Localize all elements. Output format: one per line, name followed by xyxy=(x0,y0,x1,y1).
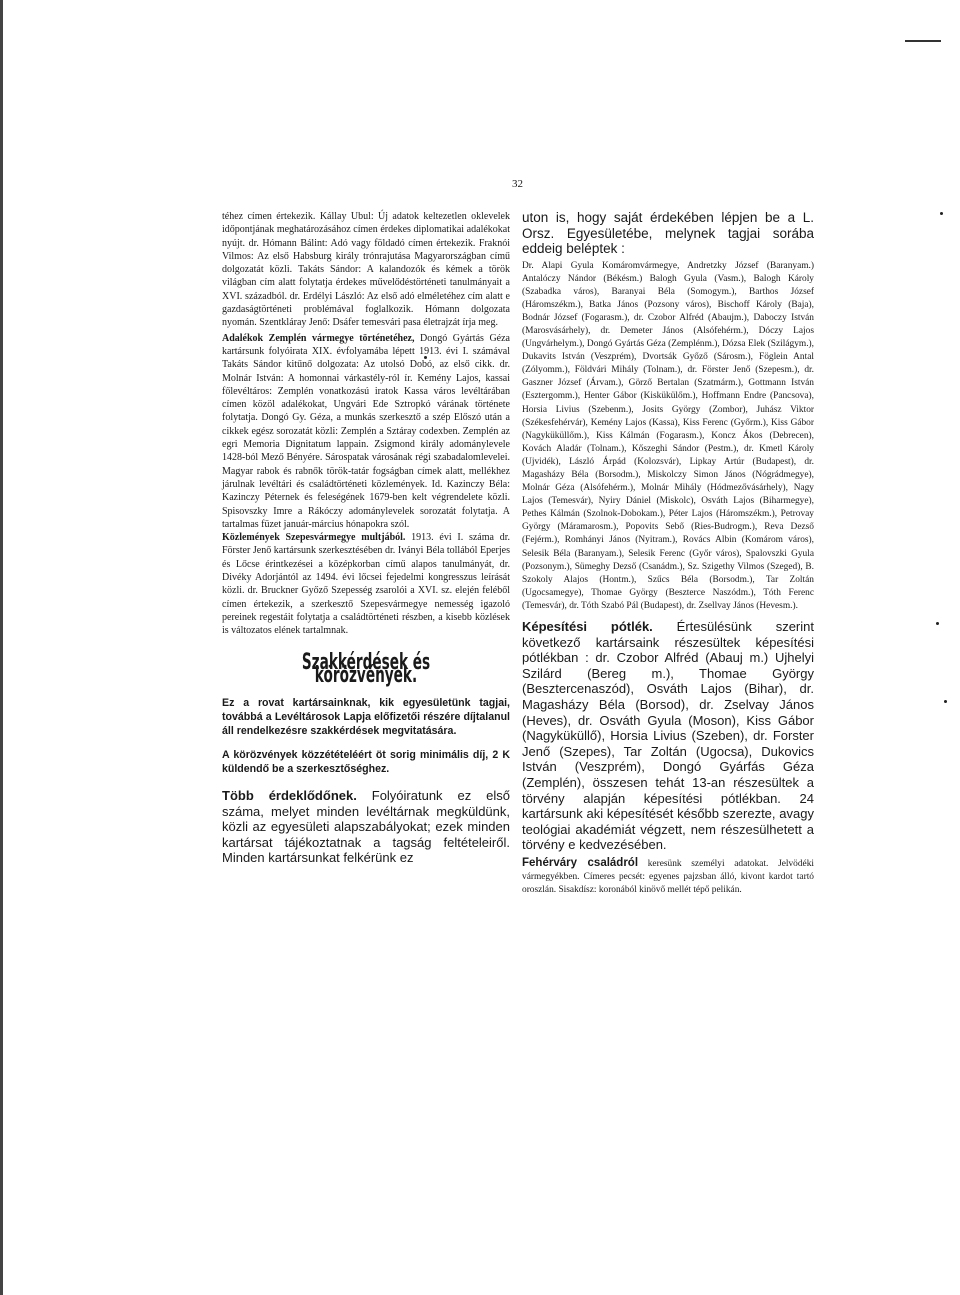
section-heading: Fehérváry családról xyxy=(522,856,639,869)
section-text: 1913. évi I. száma dr. Förster Jenő kartársunk szerkesztésében dr. Iványi Béla tollából Eperjes és Lőcse érintkezései a középkorban című alapos tanulmányát, dr. Divéky Adorjántól az 1494. évi lőcsei fejedelmi kongresszus leírását közli. dr. Bruckner Győző Szepesség zsarolói a XVI. sz. elején feléből címen értekezik, a szerkesztő Szepesvármegye nemesség igazoló pereinek regestáit folytatja a családtörténeti részben, a kisebb közlések is változatos elének tartalmnak. xyxy=(222,532,510,637)
paragraph xyxy=(222,788,510,866)
section-heading: Adalékok Zemplén vármegye történetéhez, xyxy=(222,332,415,344)
paragraph xyxy=(522,619,814,853)
paragraph xyxy=(222,531,510,637)
section-heading: Több érdeklődőnek. xyxy=(222,788,357,804)
section-title: Szakkérdések és körözvények. xyxy=(301,649,431,688)
section-heading: Képesítési pótlék. xyxy=(522,619,653,635)
paragraph: téhez címen értekezik. Kállay Ubul: Új adatok keltezetlen oklevelek időpontjának meghatározásához címen érdekes diplomatikai adalékokat nyújt. dr. Hómann Bálint: Adó vagy földadó címen értekezik. Fraknói Vilmos: Az első Habsburg király trónrajutása Magyarországban című dolgozatát közli. Takáts Sándor: A kalandozók és kémek a török világban cím alatt folytatja érdekes művelődéstörténeti tanulmányait a XVI. századból. dr. Erdélyi László: Az első adó elméletéhez cím alatt e gazdaságtörténeti problémával foglalkozik. Hómann dolgozata nyomán. Szentkláray Jenő: Dsáfer temesvári pasa életrajzát írja meg. xyxy=(222,211,510,329)
scan-edge xyxy=(0,0,3,1295)
page-number: 32 xyxy=(512,178,523,190)
scan-speck xyxy=(944,700,947,703)
right-column xyxy=(522,210,814,897)
section-heading: Közlemények Szepesvármegye multjából. xyxy=(222,532,406,544)
paragraph xyxy=(222,332,510,531)
section-text: Dongó Gyártás Géza kartársunk folyóirata XIX. évfolyamába lépett 1913. évi I. számával Takáts Sándor kitűnő dolgozata: Az utolsó Dobó, az első cikk. dr. Molnár István: A homonnai várkastély-ról ír. Kemény Lajos, kassai főlevéltáros: Zemplén vonatkozású iratok Kassa város levéltárában címen közöl adalékokat, Ungvári Ede Sztropkó várának története folytatja. Dongó Gy. Géza, a munkás szerkesztő a szép Előszó után a cikkek egész sorozatát közli: Zemplén a Sztáray codexben. Zemplén az egri Memoria Dignitatum lappain. Zsigmond király adománylevele 1428-ból Mező Bényére. Sárospatak városának régi szabadalomlevelei. Magyar rabok és rabnők török-tatár fogságban címek alatt, mellékhez járulnak levéltári és családtörténeti közlemények. Id. Kazinczy Béla: Kazinczy Péternek és feleségének 1679-ben kelt végrendelete közli. Spisovszky Imre a Rákóczy adománylevelek sorozatát folytatja. A tartalmas füzet január-március hónapokra szól. xyxy=(222,332,510,530)
scan-mark xyxy=(905,40,941,42)
member-list: Dr. Alapi Gyula Komáromvármegye, Andretzky József (Baranyam.) Antalóczy Nándor (Békésm.) Balogh Gyula (Vasm.), Balogh Károly (Szabadka város), Baranyai Béla (Somogym.), Barthos József (Háromszékm.), Batka János (Pozsony város), Bischoff Károly (Baja), Bodnár József (Fogarasm.), dr. Czobor Alfréd (Abaujm.), Daboczy István (Marosvásárhely), dr. Demeter János (Alsófehérm.), Dóczy Lajos (Ungvárhelym.), Dongó Gyártás Géza (Zemplénm.), Dózsa Elek (Szilágym.), Dukavits István (Veszprém), Dvortsák Győző (Sárosm.), Föglein Antal (Zólyomm.), Földvári Mihály (Tolnam.), dr. Förster Jenő (Szepesm.), dr. Gaszner József (Árvam.), Görző Bertalan (Szatmárm.), Gottmann István (Esztergomm.), Henter Gábor (Kiskükülőm.), Hoffmann Endre (Pancsova), Horsia Livius (Szebenm.), Josits György (Zombor), Juhász Viktor (Székesfehérvár), Kemény Lajos (Kassa), Kiss Ferenc (Győrm.), Kiss Gábor (Nagyküküllőm.), Kiss Kálmán (Fogarasm.), Koncz Ákos (Debrecen), Kovách Aladár (Tolnam.), Kőszeghi Sándor (Pestm.), dr. Kmetl Károly (Ujvidék), László Árpád (Kolozsvár), Lipkay Artúr (Budapest), dr. Magasházy Béla (Borsodm.), Miskolczy Simon János (Nógrádmegye), Molnár Géza (Alsófehérm.), Molnár Mihály (Hódmezővásárhely), Nagy Lajos (Temesvár), Nyiry Dániel (Miskolc), Osváth Lajos (Biharmegye), Pethes Kálmán (Szolnok-Dobokam.), Péter Lajos (Háromszékm.), Petrovay György (Máramarosm.), Popovits Sebő (Ries-Budrogm.), Reva Dezső (Fejérm.), Romhányi János (Nyitram.), Rovács Albin (Komárom város), Selesik Béla (Baranyam.), Selesik Ferenc (Győr város), Spalovszki Gyula (Pozsonym.), Sümeghy Dezső (Csanádm.), Sz. Szigethy Vilmos (Szeged), B. Szokoly Alajos (Hontm.), Szűcs Béla (Borsodm.), Tar Zoltán (Ugocsamegye), Thomae György (Beszterce Naszódm.), Tóth Ferenc (Temesvár), dr. Tóth Szabó Pál (Budapest), dr. Zsellvay János (Hevesm.). xyxy=(522,260,814,611)
left-column xyxy=(222,210,510,866)
notice: Ez a rovat kartársainknak, kik egyesületünk tagjai, továbbá a Levéltárosok Lapja előfizetői részére díjtalanul áll rendelkezésre szakkérdések megvitatására. xyxy=(222,697,510,738)
paragraph: uton is, hogy saját érdekében lépjen be a L. Orsz. Egyesületébe, melynek tagjai sorába eddeig beléptek : xyxy=(522,210,814,256)
section-text: Folyóiratunk ez első száma, melyet minden levéltárnak megküldünk, közli az egyesületi alapszabályokat; ezek minden kartársat tájékoztatnak a tagság feltételeiről. Minden kartársunkat felkérünk ez xyxy=(222,788,510,866)
scan-speck xyxy=(940,212,943,215)
notice: A körözvények közzétételéért öt sorig minimális díj, 2 K küldendő be a szerkesztőséghez. xyxy=(222,749,510,776)
paragraph xyxy=(522,857,814,897)
section-text: keresünk személyi adatokat. Jelvödéki vármegyékben. Címeres pecsét: egyenes pajzsban álló, kivont kardot tartó oroszlán. Sisakdísz: koronából kinövő mellét tépő pelikán. xyxy=(522,858,814,896)
section-text: Értesülésünk szerint következő kartársaink részesültek képesítési pótlékban : dr. Czobor Alfréd (Abauj m.) Ujhelyi Szilárd (Bereg m.), Thomae György (Besztercenaszód), Osváth Lajos (Bihar), dr. Magasházy Béla (Borsod), dr. Zselvay János (Heves), dr. Osváth Gyula (Moson), Kiss Gábor (Nagyküküllő), Horsia Livius (Szeben), dr. Forster Jenő (Szepes), Tar Zoltán (Ugocsa), Dukovics István (Veszprém), Dongó Gyárfás Géza (Zemplén), összesen tehát 13-an részesültek a törvény alapján képesítési pótlékban. 24 kartársunk aki képesítését később szerezte, avagy teológiai akadémiát végzett, nem részesülhetett a törvény e kedvezésében. xyxy=(522,619,814,853)
scan-speck xyxy=(936,622,939,625)
